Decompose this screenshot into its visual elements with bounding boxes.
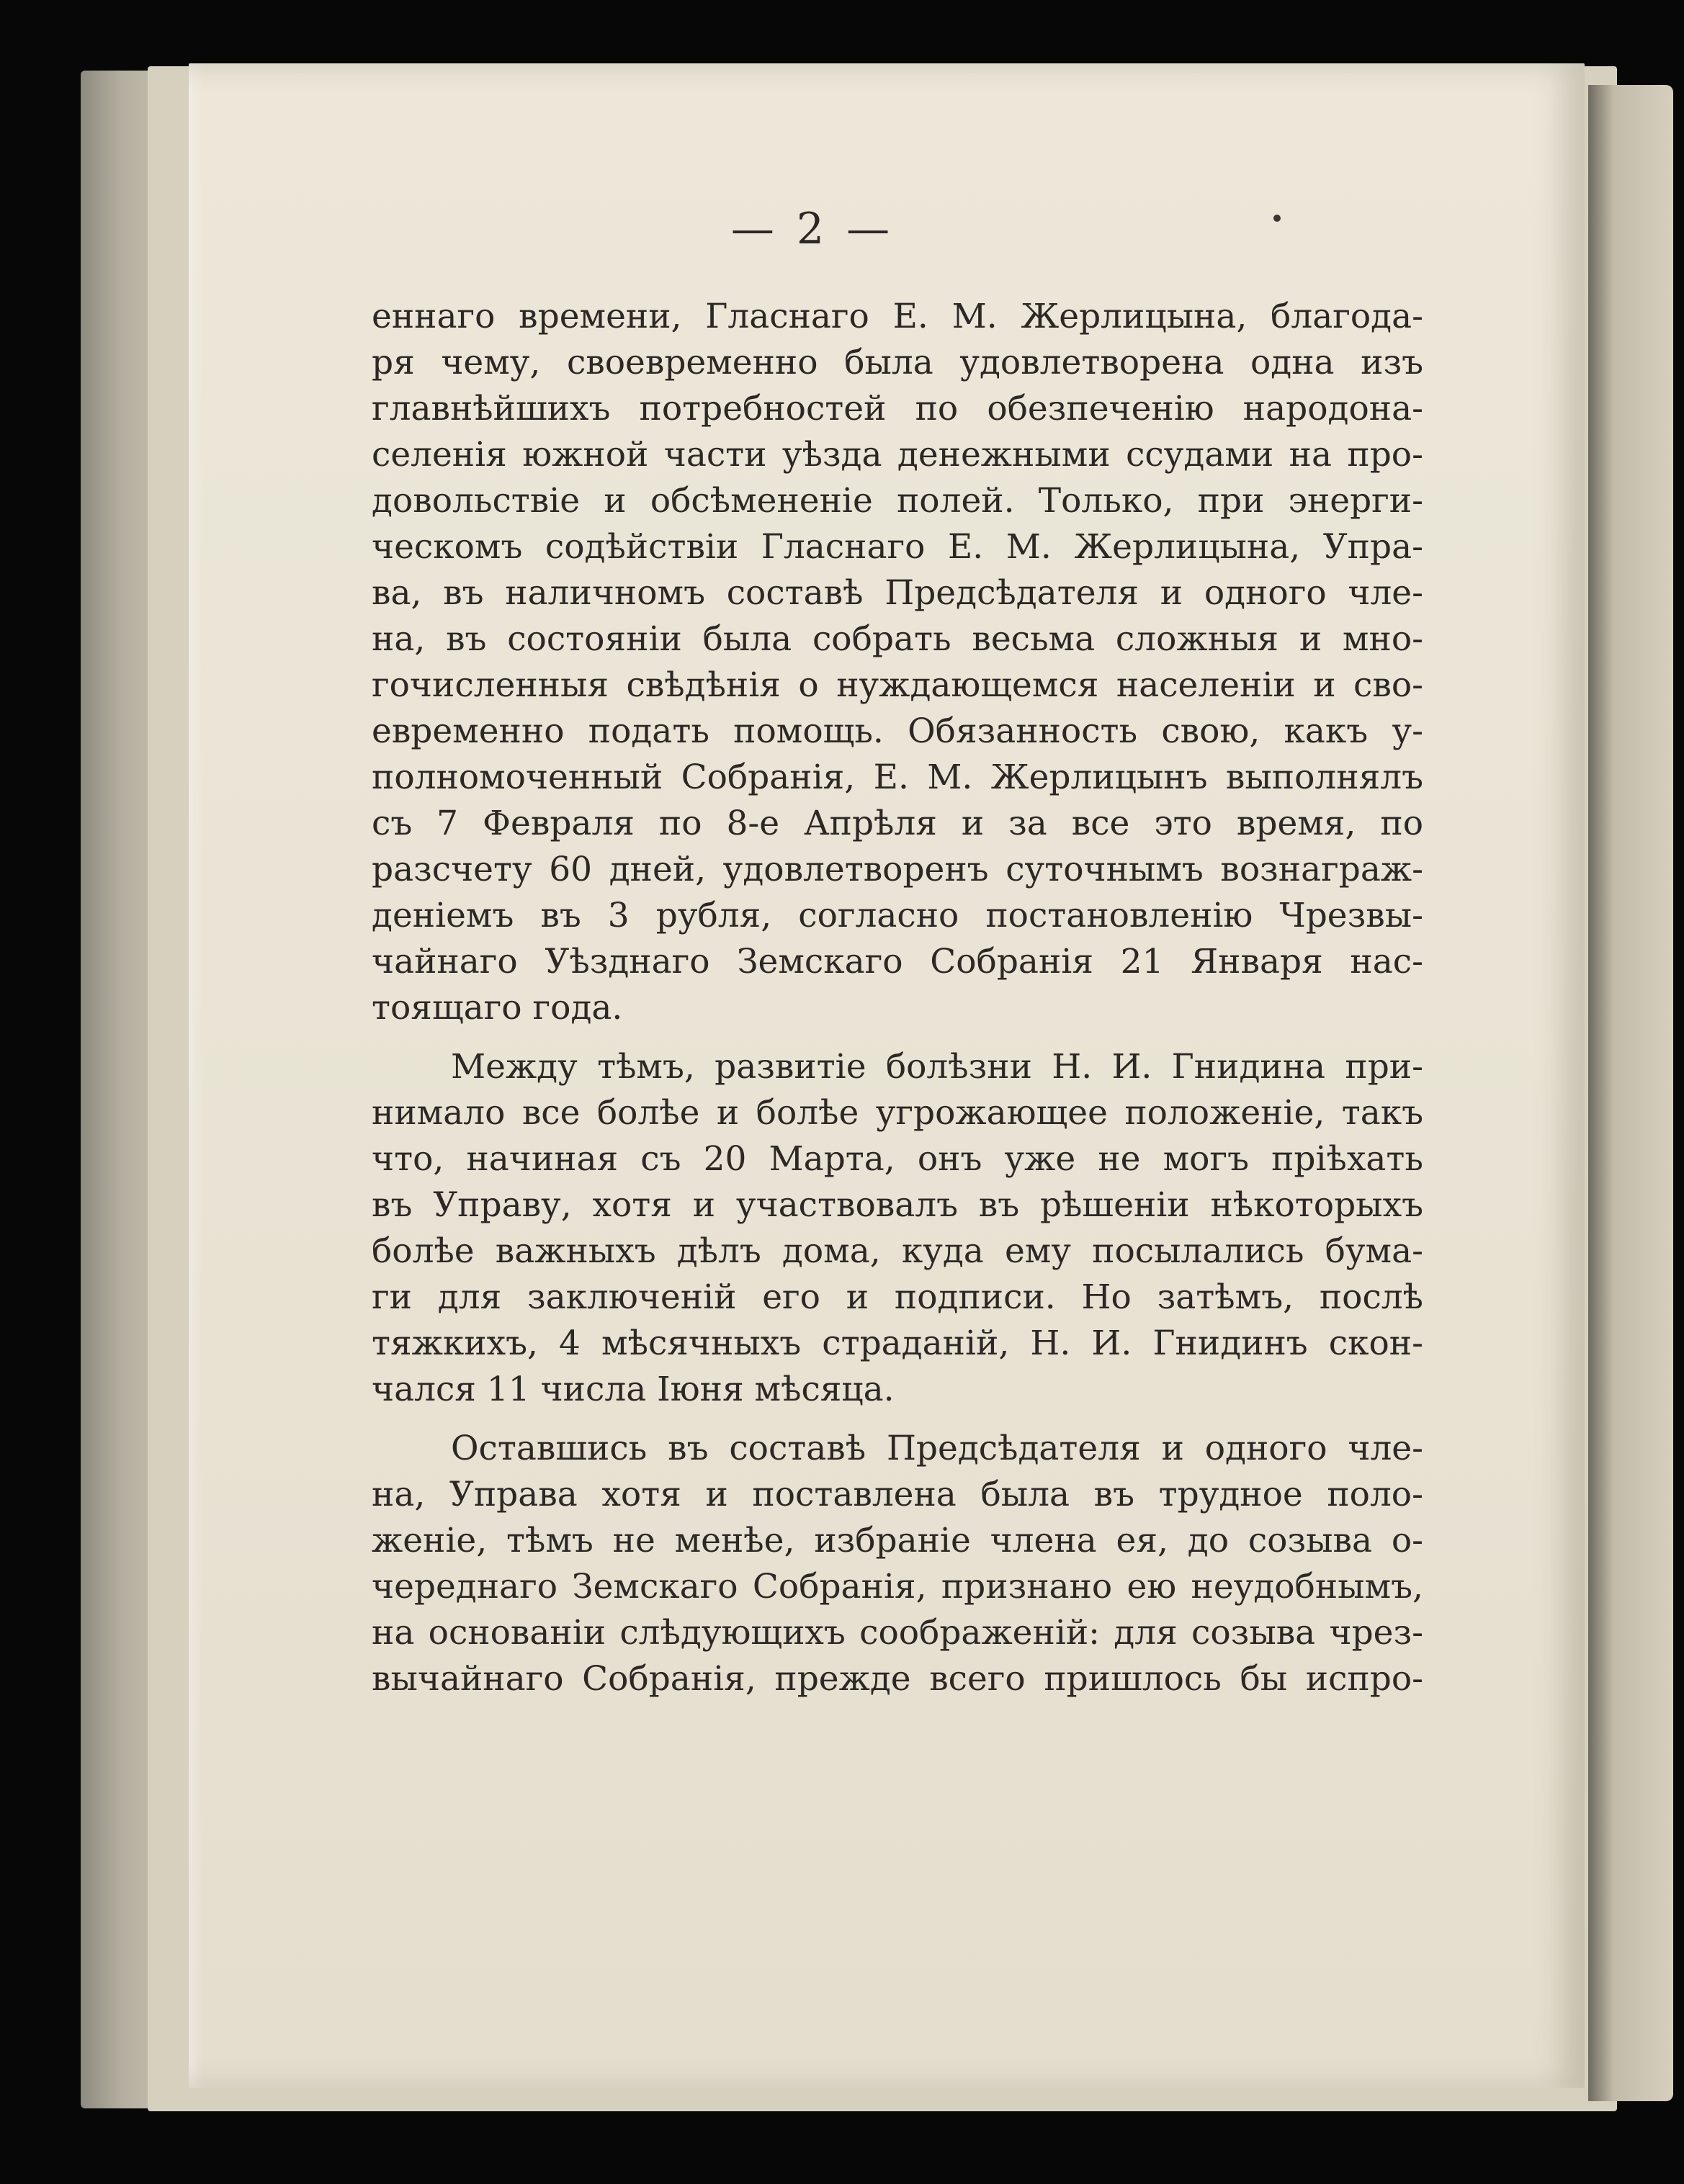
text-line: ческомъ содѣйствіи Гласнаго Е. М. Жерлицына, Упра- [372, 527, 1423, 567]
text-line: череднаго Земскаго Собранія, признано ею неудобнымъ, [372, 1567, 1423, 1606]
text-line: ря чему, своевременно была удовлетворена одна изъ [372, 343, 1423, 382]
text-line: довольствіе и обсѣмененіе полей. Только, при энерги- [372, 481, 1423, 521]
text-line: тоящаго года. [372, 988, 623, 1028]
paragraph-gap [372, 1031, 1423, 1044]
text-line: на, Управа хотя и поставлена была въ трудное поло- [372, 1475, 1423, 1514]
text-line: ги для заключеній его и подписи. Но затѣмъ, послѣ [372, 1277, 1423, 1317]
text-line: на основаніи слѣдующихъ соображеній: для созыва чрез- [372, 1613, 1423, 1653]
text-line: селенія южной части уѣзда денежными ссудами на про- [372, 435, 1423, 475]
text-line: нимало все болѣе и болѣе угрожающее положеніе, такъ [372, 1093, 1423, 1133]
text-line: полномоченный Собранія, Е. М. Жерлицынъ выполнялъ [372, 758, 1423, 797]
body-text [372, 294, 1423, 1702]
text-line: деніемъ въ 3 рубля, согласно постановленію Чрезвы- [372, 896, 1423, 935]
text-line: Оставшись въ составѣ Предсѣдателя и одного чле- [451, 1429, 1423, 1468]
page-number: — 2 — [730, 204, 895, 254]
text-line: гочисленныя свѣдѣнія о нуждающемся населеніи и сво- [372, 665, 1423, 705]
text-line: тяжкихъ, 4 мѣсячныхъ страданій, Н. И. Гнидинъ скон- [372, 1324, 1423, 1363]
text-line: еннаго времени, Гласнаго Е. М. Жерлицына, благода- [372, 297, 1423, 336]
text-line: ва, въ наличномъ составѣ Предсѣдателя и одного чле- [372, 573, 1423, 613]
text-line: разсчету 60 дней, удовлетворенъ суточнымъ вознаграж- [372, 850, 1423, 889]
text-line: въ Управу, хотя и участвовалъ въ рѣшеніи нѣкоторыхъ [372, 1185, 1423, 1225]
ink-speck [1273, 215, 1281, 222]
text-line: что, начиная съ 20 Марта, онъ уже не могъ пріѣхать [372, 1139, 1423, 1179]
text-line: евременно подать помощь. Обязанность свою, какъ у- [372, 711, 1423, 751]
paragraph-gap [372, 1413, 1423, 1426]
text-line: болѣе важныхъ дѣлъ дома, куда ему посылались бума- [372, 1231, 1423, 1271]
text-line: главнѣйшихъ потребностей по обезпеченію народона- [372, 389, 1423, 428]
text-line: чайнаго Уѣзднаго Земскаго Собранія 21 Января нас- [372, 942, 1423, 981]
next-page-edge [1588, 85, 1673, 2101]
text-line: Между тѣмъ, развитіе болѣзни Н. И. Гнидина при- [451, 1047, 1423, 1087]
text-line: на, въ состояніи была собрать весьма сложныя и мно- [372, 619, 1423, 659]
text-line: женіе, тѣмъ не менѣе, избраніе члена ея, до созыва о- [372, 1521, 1423, 1560]
text-line: вычайнаго Собранія, прежде всего пришлось бы испро- [372, 1659, 1423, 1699]
text-line: чался 11 числа Іюня мѣсяца. [372, 1370, 895, 1409]
text-line: съ 7 Февраля по 8-е Апрѣля и за все это время, по [372, 804, 1423, 843]
